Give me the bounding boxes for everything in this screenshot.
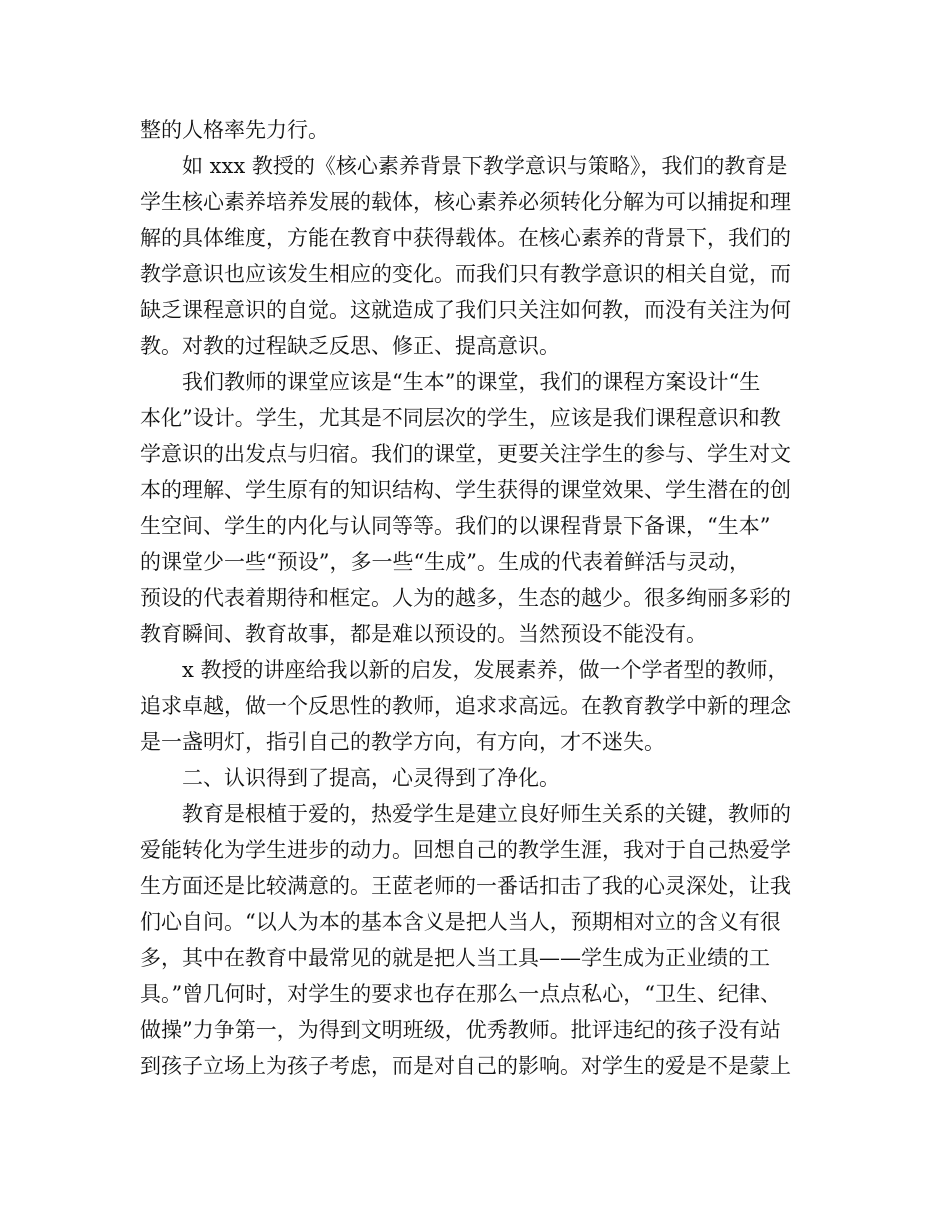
text-line: 具。”曾几何时，对学生的要求也存在那么一点点私心，“卫生、纪律、 xyxy=(140,982,781,1006)
text-line: 解的具体维度，方能在教育中获得载体。在核心素养的背景下，我们的 xyxy=(140,226,791,250)
text-line: 多，其中在教育中最常见的就是把人当工具——学生成为正业绩的工 xyxy=(140,946,770,970)
text-line: 教学意识也应该发生相应的变化。而我们只有教学意识的相关自觉，而 xyxy=(140,262,791,286)
text-line: 本的理解、学生原有的知识结构、学生获得的课堂效果、学生潜在的创 xyxy=(140,478,791,502)
text-line: 预设的代表着期待和框定。人为的越多，生态的越少。很多绚丽多彩的 xyxy=(140,586,791,610)
text-line: x 教授的讲座给我以新的启发，发展素养，做一个学者型的教师， xyxy=(182,658,789,682)
text-line: 学生核心素养培养发展的载体，核心素养必须转化分解为可以捕捉和理 xyxy=(140,190,791,214)
text-line: 缺乏课程意识的自觉。这就造成了我们只关注如何教，而没有关注为何 xyxy=(140,298,791,322)
text-line: 是一盏明灯，指引自己的教学方向，有方向，才不迷失。 xyxy=(140,730,665,754)
text-line: 如 xxx 教授的《核心素养背景下教学意识与策略》，我们的教育是 xyxy=(182,154,788,178)
text-line: 们心自问。“以人为本的基本含义是把人当人，预期相对立的含义有很 xyxy=(140,910,781,934)
text-line: 到孩子立场上为孩子考虑，而是对自己的影响。对学生的爱是不是蒙上 xyxy=(140,1054,791,1078)
text-line: 生空间、学生的内化与认同等等。我们的以课程背景下备课，“生本” xyxy=(140,514,771,538)
text-line: 整的人格率先力行。 xyxy=(140,118,329,142)
text-line: 教。对教的过程缺乏反思、修正、提高意识。 xyxy=(140,334,560,358)
text-line: 教育是根植于爱的，热爱学生是建立良好师生关系的关键，教师的 xyxy=(182,802,791,826)
text-line: 生方面还是比较满意的。王茝老师的一番话扣击了我的心灵深处，让我 xyxy=(140,874,791,898)
text-line: 爱能转化为学生进步的动力。回想自己的教学生涯，我对于自己热爱学 xyxy=(140,838,791,862)
document-body xyxy=(140,112,815,1084)
text-line: 学意识的出发点与归宿。我们的课堂，更要关注学生的参与、学生对文 xyxy=(140,442,791,466)
text-line: 我们教师的课堂应该是“生本”的课堂，我们的课程方案设计“生 xyxy=(182,370,761,394)
text-line: 本化”设计。学生，尤其是不同层次的学生，应该是我们课程意识和教 xyxy=(140,406,781,430)
text-line: 教育瞬间、教育故事，都是难以预设的。当然预设不能没有。 xyxy=(140,622,707,646)
text-line: 做操”力争第一，为得到文明班级，优秀教师。批评违纪的孩子没有站 xyxy=(140,1018,781,1042)
text-line: 的课堂少一些“预设”，多一些“生成”。生成的代表着鲜活与灵动， xyxy=(140,550,750,574)
section-heading: 二、认识得到了提高，心灵得到了净化。 xyxy=(182,766,560,790)
text-line: 追求卓越，做一个反思性的教师，追求求高远。在教育教学中新的理念 xyxy=(140,694,791,718)
